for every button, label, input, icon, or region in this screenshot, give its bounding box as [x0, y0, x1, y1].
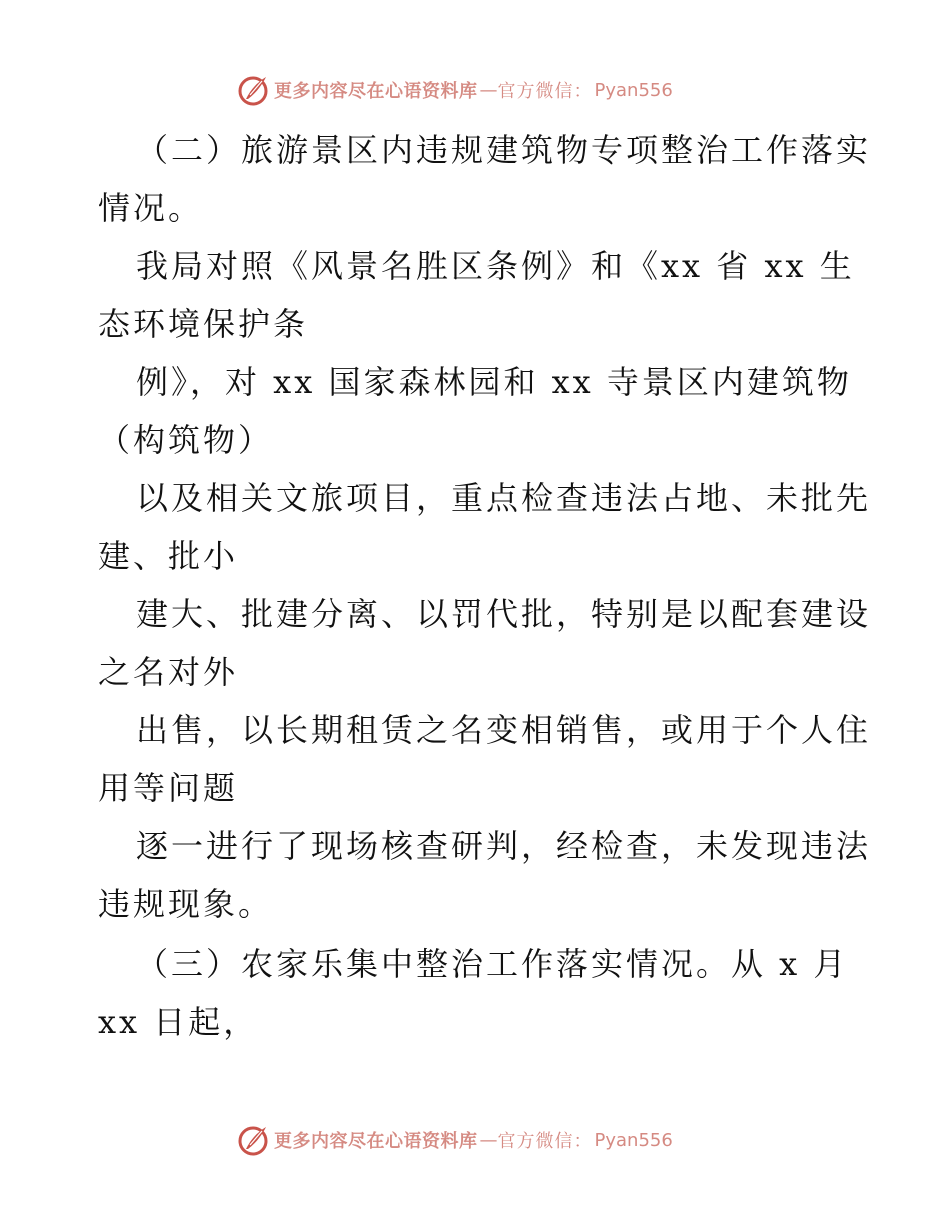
watermark-wechat-id: Pyan556: [594, 1129, 673, 1151]
footer-watermark: [236, 1123, 673, 1157]
body-line-16: xx 日起，: [98, 1003, 259, 1041]
body-line-7: 以及相关文旅项目，重点检查违法占地、未批先: [136, 479, 872, 517]
watermark-separator: —: [479, 1129, 498, 1151]
body-line-11: 出售，以长期租赁之名变相销售，或用于个人住: [136, 711, 872, 749]
watermark-wechat-label: 官方微信：: [497, 1131, 593, 1152]
body-line-8: 建、批小: [98, 537, 239, 575]
body-line-2: 情况。: [98, 189, 204, 227]
body-line-5: 例》，对 xx 国家森林园和 xx 寺景区内建筑物: [136, 363, 852, 401]
body-line-3: 我局对照《风景名胜区条例》和《xx 省 xx 生: [136, 247, 855, 285]
watermark-main-text: 更多内容尽在心语资料库: [274, 81, 478, 102]
body-line-6: （构筑物）: [98, 421, 274, 459]
body-line-13: 逐一进行了现场核查研判，经检查，未发现违法: [136, 827, 872, 865]
watermark-wechat-id: Pyan556: [594, 79, 673, 101]
body-line-1: （二）旅游景区内违规建筑物专项整治工作落实: [136, 131, 872, 169]
body-line-15: （三）农家乐集中整治工作落实情况。从 x 月: [136, 945, 849, 983]
body-line-14: 违规现象。: [98, 885, 274, 923]
watermark-main-text: 更多内容尽在心语资料库: [274, 1131, 478, 1152]
body-line-4: 态环境保护条: [98, 305, 309, 343]
body-line-12: 用等问题: [98, 769, 239, 807]
watermark-wechat-label: 官方微信：: [497, 81, 593, 102]
feather-pen-logo-icon: [236, 1123, 270, 1157]
body-line-10: 之名对外: [98, 653, 239, 691]
watermark-separator: —: [479, 79, 498, 101]
body-line-9: 建大、批建分离、以罚代批，特别是以配套建设: [136, 595, 872, 633]
